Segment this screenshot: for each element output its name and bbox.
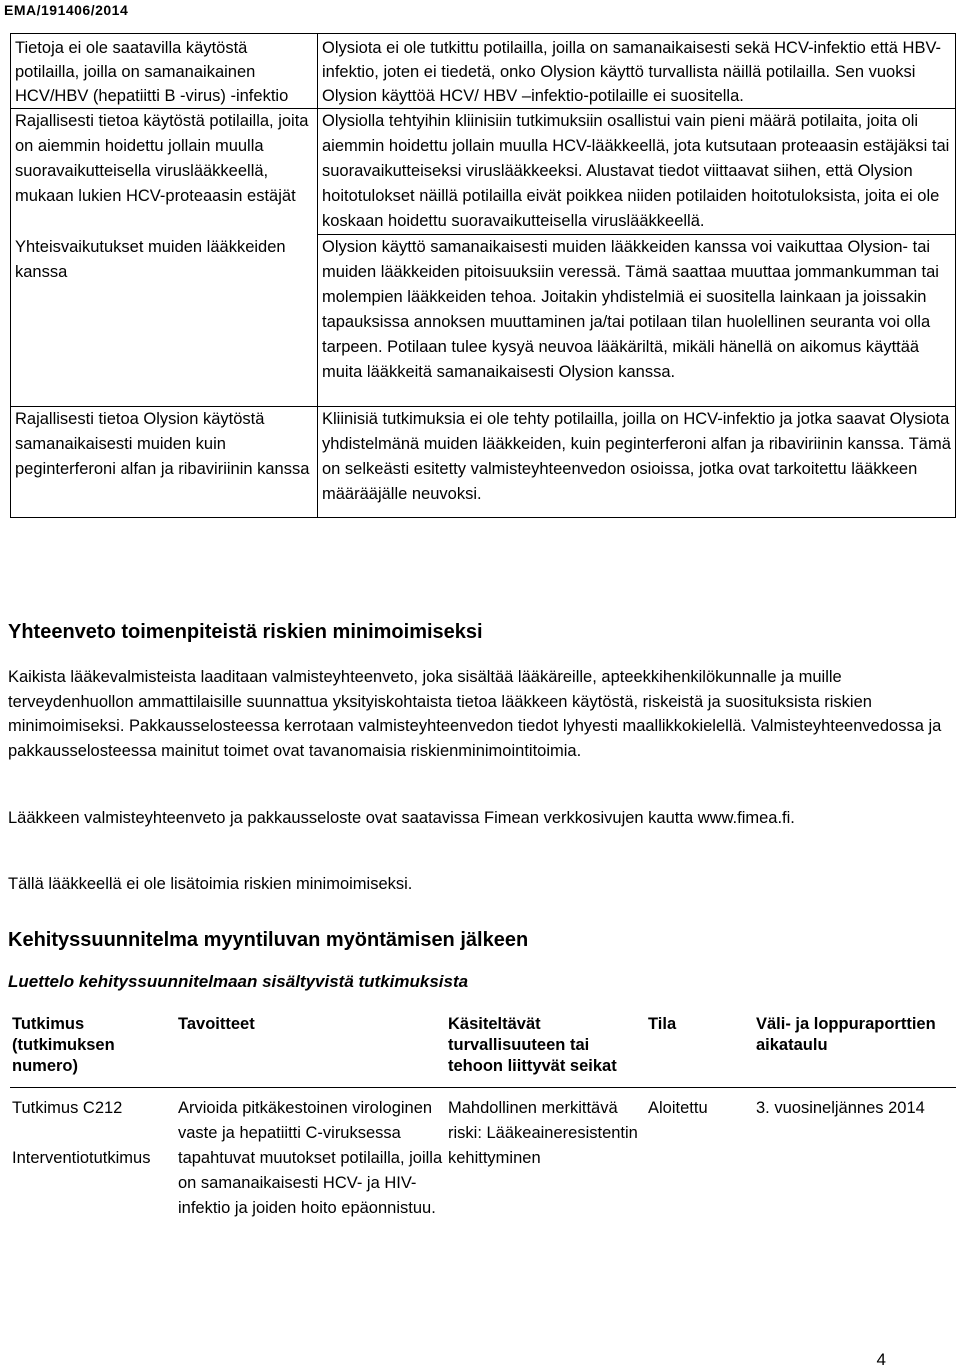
column-header: Tavoitteet — [178, 1015, 255, 1033]
risk-table — [10, 33, 956, 518]
page-number: 4 — [876, 1350, 886, 1369]
risk-topic: Rajallisesti tietoa Olysion käytöstä samanaikaisesti muiden kuin peginterferoni alfan ja ribaviriinin kanssa — [11, 406, 318, 517]
studies-table — [10, 1010, 956, 1221]
column-header: Tutkimus (tutkimuksen numero) — [12, 1015, 115, 1075]
summary-paragraph: Tällä lääkkeellä ei ole lisätoimia riskien minimoimiseksi. — [8, 875, 413, 893]
table-row — [11, 34, 956, 109]
document-id: EMA/191406/2014 — [4, 2, 129, 18]
study-objective: Arvioida pitkäkestoinen virologinen vaste ja hepatiitti C-viruksessa tapahtuvat muutokset potilailla, joilla on samanaikaisesti HCV- ja HIV-infektio ja joiden hoito epäonnistuu. — [178, 1099, 443, 1217]
risk-description: Olysiolla tehtyihin kliinisiin tutkimuksiin osallistui vain pieni määrä potilaita, joita oli aiemmin hoidettu jollain muulla HCV-lääkkeellä, jota kutsutaan proteaasin estäjäksi tai suoravaikutteiseksi viruslääkkeeksi. Alustavat tiedot viittaavat siihen, että Olysion hoitotulokset näillä potilailla eivät poikkea niiden potilaiden hoitotuloksista, joita ei ole koskaan hoidettu suoravaikutteisella viruslääkkeellä. — [318, 109, 956, 235]
column-header: Käsiteltävät turvallisuuteen tai tehoon liittyvät seikat — [448, 1015, 617, 1075]
spacer-row — [10, 1088, 956, 1096]
development-plan-heading: Kehityssuunnitelma myyntiluvan myöntämisen jälkeen — [8, 929, 529, 951]
study-concern: Mahdollinen merkittävä riski: Lääkeaineresistentin kehittyminen — [448, 1099, 638, 1167]
risk-topic: Rajallisesti tietoa käytöstä potilailla, joita on aiemmin hoidettu jollain muulla suoravaikutteisella viruslääkkeellä, mukaan lukien HCV-proteaasin estäjät — [11, 109, 318, 235]
risk-description: Kliinisiä tutkimuksia ei ole tehty potilailla, joilla on HCV-infektio ja jotka saavat Olysiota yhdistelmänä muiden lääkkeiden, kuin peginterferoni alfan ja ribaviriinin kanssa. Tämä on selkeästi esitetty valmisteyhteenvedon osioissa, jotka ovat tarkoitettu lääkkeen määrääjälle neuvoksi. — [318, 406, 956, 517]
summary-paragraph: Kaikista lääkevalmisteista laaditaan valmisteyhteenveto, joka sisältää lääkäreille, apteekkihenkilökunnalle ja muille terveydenhuollon ammattilaisille suunnattua yksityiskohtaista tietoa lääkkeen käytöstä, riskeistä ja suosituksista riskien minimoimiseksi. Pakkausselosteessa kerrotaan valmisteyhteenvedon tiedot lyhyesti maallikkokielellä. Valmisteyhteenvedossa ja pakkausselosteessa mainitut toimet ovat tavanomaisia riskienminimointitoimia. — [8, 668, 942, 760]
risk-topic: Yhteisvaikutukset muiden lääkkeiden kanssa — [11, 235, 318, 407]
column-header: Tila — [648, 1015, 677, 1033]
table-row — [10, 1096, 956, 1221]
table-header-row — [10, 1010, 956, 1088]
table-row — [11, 406, 956, 517]
table-row — [11, 109, 956, 235]
study-status: Aloitettu — [648, 1099, 708, 1117]
summary-heading: Yhteenveto toimenpiteistä riskien minimoimiseksi — [8, 621, 483, 643]
column-header: Väli- ja loppuraporttien aikataulu — [756, 1015, 936, 1054]
study-cell — [10, 1096, 176, 1221]
studies-list-heading: Luettelo kehityssuunnitelmaan sisältyvistä tutkimuksista — [8, 972, 469, 991]
study-timeline: 3. vuosineljännes 2014 — [756, 1099, 925, 1117]
summary-paragraph: Lääkkeen valmisteyhteenveto ja pakkausseloste ovat saatavissa Fimean verkkosivujen kautta www.fimea.fi. — [8, 809, 795, 827]
study-type: Interventiotutkimus — [12, 1149, 151, 1167]
risk-description: Olysion käyttö samanaikaisesti muiden lääkkeiden kanssa voi vaikuttaa Olysion- tai muiden lääkkeiden pitoisuuksiin veressä. Tämä saattaa muuttaa jommankumman tai molempien lääkkeiden tehoa. Joitakin yhdistelmiä ei suositella lainkaan ja joissakin tapauksissa annoksen muuttaminen ja/tai potilaan tilan huolellinen seuranta voi olla tarpeen. Potilaan tulee kysyä neuvoa lääkäriltä, mikäli hänellä on aikomus käyttää muita lääkkeitä samanaikaisesti Olysion kanssa. — [318, 235, 956, 407]
table-row — [11, 235, 956, 407]
risk-description: Olysiota ei ole tutkittu potilailla, joilla on samanaikaisesti sekä HCV-infektio että HBV-infektio, joten ei tiedetä, onko Olysion käyttö turvallista näillä potilailla. Sen vuoksi Olysion käyttöä HCV/ HBV –infektio-potilaille ei suositella. — [318, 34, 956, 109]
risk-topic: Tietoja ei ole saatavilla käytöstä potilailla, joilla on samanaikainen HCV/HBV (hepatiitti B -virus) -infektio — [11, 34, 318, 109]
study-id: Tutkimus C212 — [12, 1099, 123, 1117]
